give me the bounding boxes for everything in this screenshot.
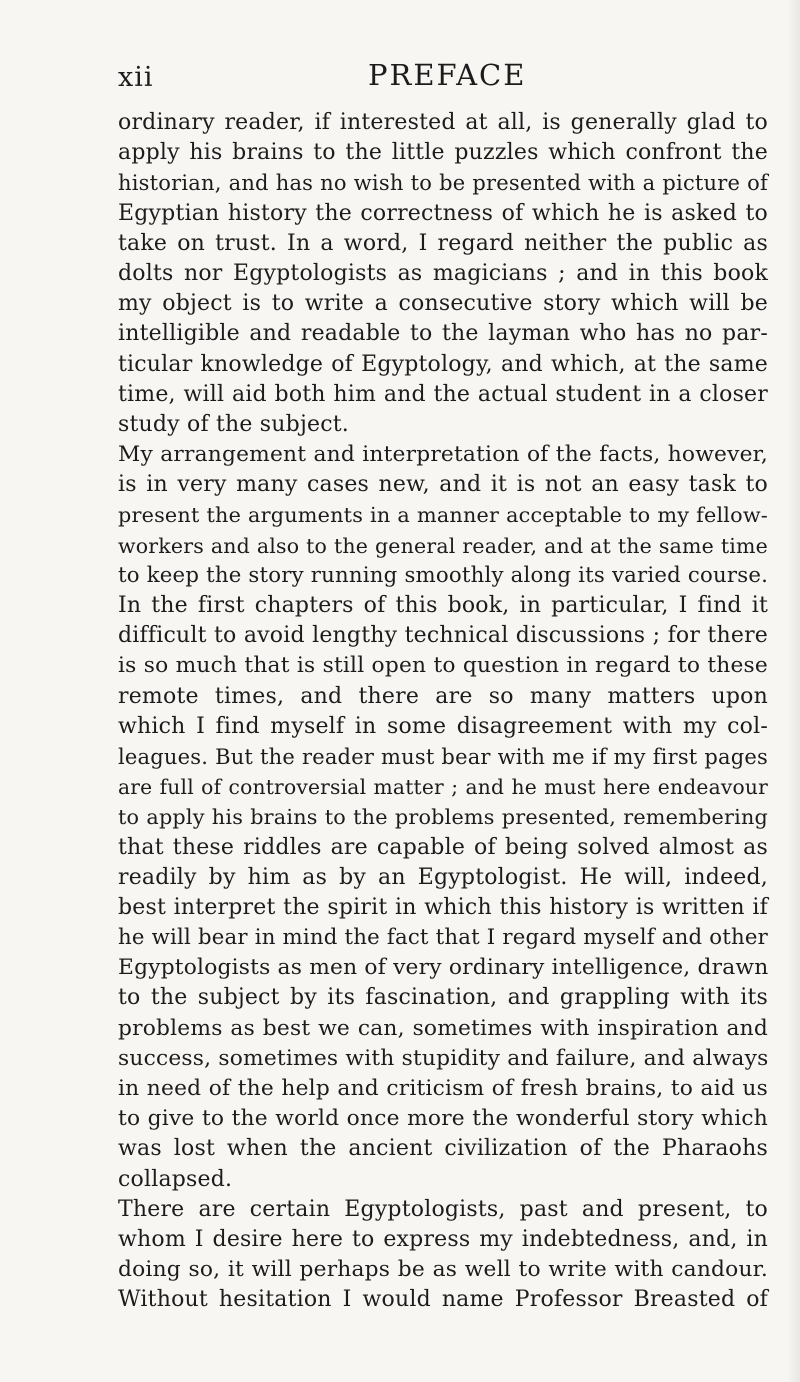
text-line: in need of the help and criticism of fresh brains, to aid us xyxy=(118,1076,768,1101)
body-text xyxy=(118,108,768,1316)
text-line: which I find myself in some disagreement with my col- xyxy=(118,713,768,739)
text-line: dolts nor Egyptologists as magicians ; and in this book xyxy=(118,260,768,286)
text-line: leagues. But the reader must bear with me if my first pages xyxy=(118,744,768,769)
text-line: my object is to write a consecutive story which will be xyxy=(118,291,768,317)
text-line: My arrangement and interpretation of the facts, however, xyxy=(118,442,768,468)
text-line: ticular knowledge of Egyptology, and which, at the same xyxy=(118,351,768,377)
text-line: take on trust. In a word, I regard neither the public as xyxy=(118,230,768,256)
text-line: intelligible and readable to the layman who has no par- xyxy=(118,321,768,347)
text-line: to the subject by its fascination, and grappling with its xyxy=(118,985,768,1011)
text-line: readily by him as by an Egyptologist. He will, indeed, xyxy=(118,864,768,890)
text-line: workers and also to the general reader, and at the same time xyxy=(118,533,768,558)
text-line: that these riddles are capable of being solved almost as xyxy=(118,834,768,860)
text-line: are full of controversial matter ; and he must here endeavour xyxy=(118,775,768,800)
page-number: xii xyxy=(118,62,154,93)
text-line: was lost when the ancient civilization of the Pharaohs xyxy=(118,1136,768,1162)
text-line: whom I desire here to express my indebtedness, and, in xyxy=(118,1226,768,1252)
text-line: time, will aid both him and the actual student in a closer xyxy=(118,381,768,407)
page-header xyxy=(118,58,768,98)
text-line: In the first chapters of this book, in particular, I find it xyxy=(118,593,768,618)
text-line: study of the subject. xyxy=(118,411,349,437)
text-line: present the arguments in a manner acceptable to my fellow- xyxy=(118,503,768,528)
text-line: is so much that is still open to question in regard to these xyxy=(118,653,768,679)
text-line: Egyptian history the correctness of which he is asked to xyxy=(118,200,768,226)
text-line: There are certain Egyptologists, past and present, to xyxy=(118,1196,768,1222)
text-line: problems as best we can, sometimes with inspiration and xyxy=(118,1015,768,1041)
text-line: doing so, it will perhaps be as well to write with candour. xyxy=(118,1257,768,1283)
page-edge-shadow xyxy=(786,0,800,1382)
text-line: to give to the world once more the wonderful story which xyxy=(118,1106,768,1132)
text-line: Egyptologists as men of very ordinary intelligence, drawn xyxy=(118,955,769,981)
text-line: success, sometimes with stupidity and failure, and always xyxy=(118,1045,769,1071)
text-line: is in very many cases new, and it is not an easy task to xyxy=(118,472,768,498)
text-line: historian, and has no wish to be presented with a picture of xyxy=(118,171,768,196)
text-line: Without hesitation I would name Professor Breasted of xyxy=(118,1287,768,1313)
text-line: collapsed. xyxy=(118,1166,233,1192)
text-line: ordinary reader, if interested at all, is generally glad to xyxy=(118,110,768,135)
text-line: remote times, and there are so many matters upon xyxy=(118,683,768,709)
text-line: to apply his brains to the problems presented, remembering xyxy=(118,805,768,830)
text-line: best interpret the spirit in which this history is written if xyxy=(118,894,768,920)
running-head: PREFACE xyxy=(368,58,527,92)
text-line: to keep the story running smoothly along its varied course. xyxy=(118,562,769,588)
text-line: difficult to avoid lengthy technical discussions ; for there xyxy=(118,623,768,649)
text-line: he will bear in mind the fact that I regard myself and other xyxy=(118,925,768,951)
text-line: apply his brains to the little puzzles which confront the xyxy=(118,140,768,166)
